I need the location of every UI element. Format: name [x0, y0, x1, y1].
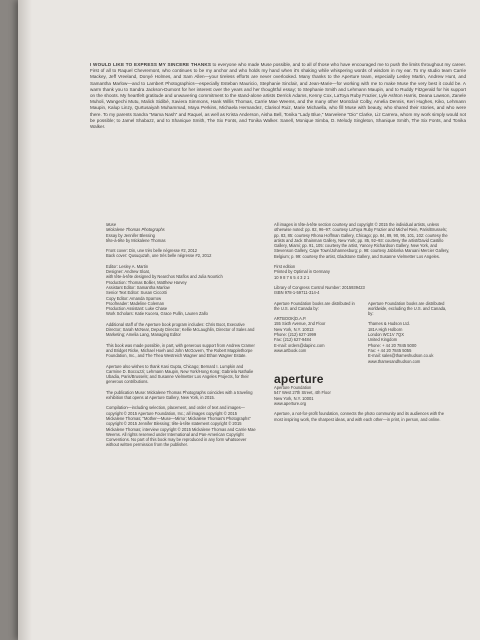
distributor-world	[368, 301, 452, 369]
staff-line: Production: Thomas Bollier, Matthew Harvey	[106, 279, 187, 285]
acknowledgments	[90, 62, 466, 130]
tete-a-tete-credit: tête-à-tête by Mickalene Thomas	[106, 237, 166, 243]
address-line: www.aperture.org	[274, 401, 307, 407]
isbn: ISBN 978-1-59711-314-4	[274, 290, 320, 296]
address-line: Fax: (212) 627-9484	[274, 337, 312, 343]
address-line: London WC1V 7QX	[368, 332, 404, 338]
staff-line: with tête-à-tête designed by Nearchos Ntaflos and Julia Noortich	[106, 274, 223, 280]
image-credits: All images in tête-à-tête section courtesy and copyright © 2015 the individual artists, unless otherwise noted: pp. 82, 96–97: courtesy LaToya Ruby Frazier and Michel Rein, Paris/Brussels; pp. 83, 85: courtesy Rhona Hoffman Gallery, Chicago; pp. 84, 89, 90, 95, 101, 102: courtesy the artists and Jack Shainman Gallery, New York; pp. 85, 92–93: courtesy the artist/David Castillo Gallery, Miami; pp. 91, 105: courtesy the artist, Yancey Richardson Gallery, New York, and Stevenson Gallery, Cape Town/Johannesburg; p. 98: courtesy Jablonka Maruani Mercier Gallery, Belgium; p. 99: courtesy the artist, Gladstone Gallery, and Susanne Vielmetter Los Angeles.	[274, 222, 450, 259]
front-cover-credit: Front cover: Din, une très belle négresse #2, 2012	[106, 248, 198, 254]
cover-credits	[106, 248, 256, 259]
back-cover-credit: Back cover: Qusuquzah, une très belle négresse #2, 2012	[106, 253, 212, 259]
acknowledgments-heading: I WOULD LIKE TO EXPRESS MY SINCERE THANKS	[90, 62, 212, 67]
address-line: 181A High Holborn	[368, 326, 403, 332]
distributors	[274, 301, 452, 369]
staff-line: Assistant Editor: Samantha Marlow	[106, 284, 170, 290]
page-gutter	[18, 0, 32, 640]
staff-line: Proofreader: Madeline Coleman	[106, 300, 165, 306]
distributor-us-intro: Aperture Foundation books are distributed in the U.S. and Canada by:	[274, 300, 355, 311]
address-line: Thames & Hudson Ltd.	[368, 321, 410, 327]
exhibition-note: The publication Muse: Mickalene Thomas Photographs coincides with a traveling exhibition that opens at Aperture Gallery, New York, in 2015.	[106, 389, 253, 401]
address-line: www.artbook.com	[274, 347, 307, 353]
staff-line: Senior Text Editor: Susan Ciccotti	[106, 290, 167, 296]
address-line: ARTBOOK|D.A.P.	[274, 316, 307, 322]
printer-line: Printed by Optimal in Germany	[274, 269, 330, 275]
address-line: 547 West 27th Street, 4th Floor	[274, 390, 331, 396]
book-page	[18, 0, 480, 640]
address-line: New York, N.Y. 10013	[274, 326, 314, 332]
imprint-column	[274, 222, 452, 427]
staff-line: Work Scholars: Katie Kucera, Grace Pullin, Lauren Zallo	[106, 311, 208, 317]
book-title: Muse	[106, 222, 117, 227]
staff-line: Production Assistant: Luke Chase	[106, 306, 168, 312]
address-line: E-mail: orders@dapinc.com	[274, 342, 325, 348]
distributor-us-address	[274, 316, 358, 353]
address-line: Phone: (212) 627-1999	[274, 332, 317, 338]
address-line: United Kingdom	[368, 337, 398, 343]
address-line: Fax: + 44 20 7845 5055	[368, 347, 412, 353]
acknowledgments-body: to everyone who made Muse possible, and to all of those who have encouraged me to push the limits throughout my career. First of all to Raquel Chevremont, who continues to be my anchor and who holds my hand when it's shaking while whispering words of wisdom in my ear. To my studio team Carrie Mackey, Jeff Vreeland, Donyé Holmes, and Sam Allen—your tireless efforts are never overlooked. Many thanks to the Aperture team, especially Lesley Martin, Andrew Hunt, and Samantha Marlow—and to Lambert Photographics—especially Esteban Mauricio, Stephanie Sinclair, and Jean-Marie—for working with me to make Muse the very best it could be. A warm thank you to Sandra Jackson-Dumont for her interest over the years and her thoughtful essay; to Stephanie Smith and Lehmann Maupin, and to Ruddy Fitzgerald for his support on the shoots. My heartfelt gratitude and unwavering commitment to the stand-alone artists Derrick Adams, Kenny Cox, LaToya Ruby Frazier, Lyle Ashton Harris, Deana Lawson, Zanele Muholi, Wangechi Mutu, Malick Sidibé, Xaviera Simmons, Hank Willis Thomas, Carrie Mae Weems, and the many other Montclair Colby, Amelia Dennis, Keri Hughes, Kiko, Lehmann Maupin, Kalup Linzy, Qurtusaiyah Muhammad, Maya Perkins, Michaela Hernandez, Clarisol Ruiz, Marie Michaella, who fill Muse with beauty, who shared their stories, and who were there. To my parents Sandra "Mama Nash" and Raquel, as well as Krista Anderson, Aisha Bell, Tonika "Lady Blue," Marvelene "Dio" Clarke, Liz Carrera, whom my work simply would not be possible; to Jamel Shabazz, and to Shanique Smith, The Six Fonts, and Tonika Walker. Sanell, Monique Simba, D. Melody Singleton, Shanique Smith, The Six Fonts, and Tonika Walker.	[90, 62, 466, 130]
address-line: www.thamesandhudson.com	[368, 358, 421, 364]
gratitude-note: Aperture also wishes to thank Kasi Gupta, Chicago; Bernard I. Lumpkin and Carmine D. Boccuzzi; Lehmann Maupin, New York/Hong Kong; Gabriela Nathalie Ubadia, Paris/Brussels; and Susanne Vielmetter Los Angeles Projects, for their generous contributions.	[106, 363, 254, 385]
staff-line: Designer: Andrew Sloat,	[106, 269, 150, 275]
distributor-us	[274, 301, 358, 369]
aperture-logo: aperture	[274, 371, 324, 386]
distributor-world-address	[368, 321, 452, 363]
lccn: Library of Congress Control Number: 2015939423	[274, 284, 365, 290]
catalog-info	[274, 285, 452, 296]
staff-list	[106, 264, 256, 317]
credits-column	[106, 222, 256, 453]
address-line: New York, N.Y. 10001	[274, 395, 314, 401]
staff-line: Editor: Lesley A. Martin	[106, 263, 149, 269]
support-note: This book was made possible, in part, with generous support from Andrew Cramer and Bridget Ricke, Michael Hoeh and John McGovern, The Robert Mapplethorpe Foundation, Inc., and The Thea Westreich Wagner and Ethan Wagner Estate.	[106, 342, 255, 359]
title-block	[106, 222, 256, 243]
printing-number: 10 9 8 7 6 5 4 3 2 1	[274, 274, 310, 280]
book-subtitle: Mickalene Thomas Photographs	[106, 227, 165, 233]
essay-credit: Essay by Jennifer Blessing	[106, 232, 155, 238]
distributor-world-intro: Aperture Foundation books are distributed worldwide, excluding the U.S. and Canada, by:	[368, 300, 447, 317]
publisher-address	[274, 385, 452, 406]
copyright-note: Compilation—including selection, placement, and order of text and images—copyright © 2015 Aperture Foundation, Inc.; all images copyright © 2015 Mickalene Thomas; "Mother—Muse—Mirror: Mickalene Thomas's Photographs" copyright © 2015 Jennifer Blessing; tête-à-tête statement copyright © 2015 Mickalene Thomas; interview copyright © 2015 Mickalene Thomas and Carrie Mae Weems. All rights reserved under International and Pan-American Copyright Conventions. No part of this book may be reproduced in any form whatsoever without written permission from the publisher.	[106, 405, 256, 448]
address-line: 155 Sixth Avenue, 2nd Floor	[274, 321, 326, 327]
edition-line: First edition	[274, 264, 296, 270]
address-line: Aperture Foundation	[274, 385, 312, 391]
address-line: Phone: + 44 20 7845 5000	[368, 342, 417, 348]
edition-info	[274, 264, 452, 280]
staff-note: Additional staff of the Aperture book program includes: Chris Boot, Executive Director; Sarah McNear, Deputy Director; Kellie McLaughlin, Director of Sales and Marketing; Amelia Lang, Managing Editor	[106, 321, 255, 338]
staff-line: Copy Editor: Amanda Sparrow	[106, 295, 162, 301]
address-line: E-mail: sales@thameshudson.co.uk	[368, 353, 434, 359]
mission-statement: Aperture, a not-for-profit foundation, connects the photo community and its audiences with the most inspiring work, the sharpest ideas, and with each other—in print, in person, and online.	[274, 411, 444, 422]
